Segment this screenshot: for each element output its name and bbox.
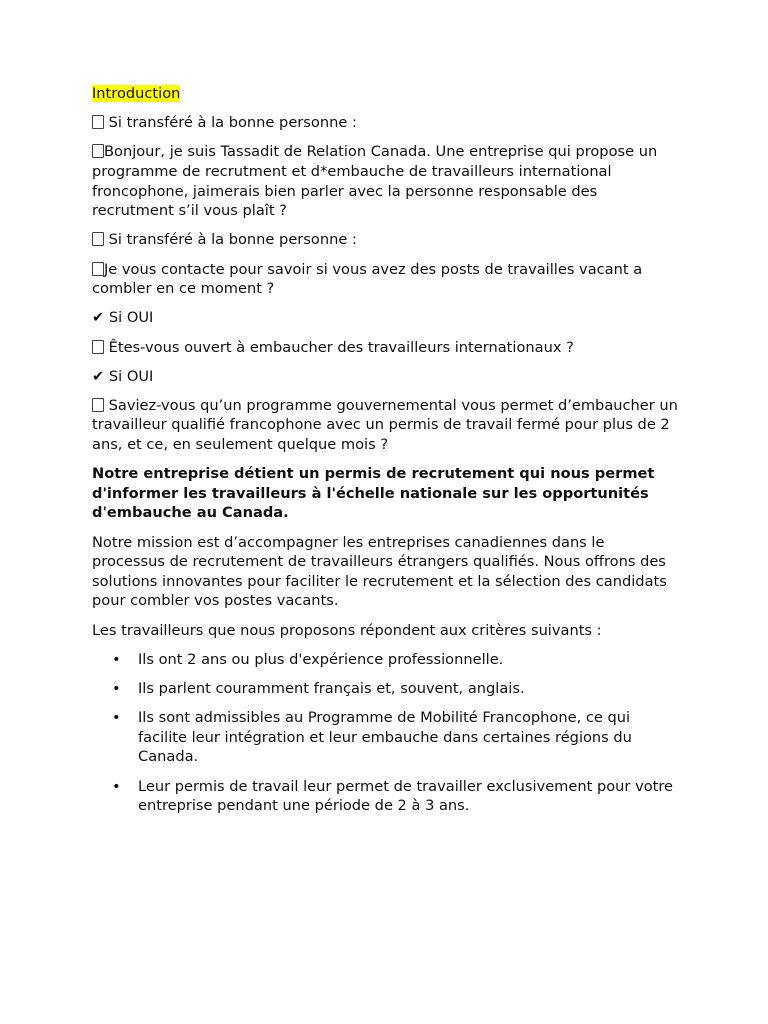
bold-paragraph: Notre entreprise détient un permis de recrutement qui nous permet d'informer les travailleurs à l'échelle nationale sur les opportunités d'embauche au Canada. — [92, 465, 655, 522]
missing-glyph-icon — [92, 340, 104, 354]
bullet-icon: • — [112, 777, 121, 795]
script-line — [92, 230, 682, 250]
introduction-heading: Introduction — [92, 85, 181, 102]
script-line-text: Si OUI — [104, 309, 154, 327]
missing-glyph-icon — [92, 398, 104, 412]
missing-glyph-icon — [92, 115, 104, 129]
script-line — [92, 113, 682, 133]
mission-paragraph: Notre mission est d’accompagner les entreprises canadiennes dans le processus de recrutement de travailleurs étrangers qualifiés. Nous offrons des solutions innovantes pour faciliter le recrutement et la sélection des candidats pour combler vos postes vacants. — [92, 533, 667, 610]
script-line-text: Si transféré à la bonne personne : — [104, 114, 357, 132]
check-icon: ✔ — [92, 367, 105, 385]
criteria-item-text: Ils ont 2 ans ou plus d'expérience professionnelle. — [138, 650, 504, 668]
criteria-item-text: Leur permis de travail leur permet de travailler exclusivement pour votre entreprise pendant une période de 2 à 3 ans. — [138, 777, 674, 815]
document-page — [92, 84, 682, 825]
script-line — [92, 367, 682, 387]
missing-glyph-icon — [92, 144, 104, 158]
missing-glyph-icon — [92, 262, 104, 276]
script-line-text: Je vous contacte pour savoir si vous avez des posts de travailles vacant a combler en ce moment ? — [92, 260, 643, 298]
criteria-item — [92, 708, 682, 767]
script-line-text: Si transféré à la bonne personne : — [104, 231, 357, 249]
check-icon: ✔ — [92, 309, 105, 327]
script-line — [92, 260, 682, 299]
criteria-item — [92, 777, 682, 816]
script-line — [92, 396, 682, 455]
script-line-text: Êtes-vous ouvert à embaucher des travailleurs internationaux ? — [104, 338, 574, 356]
script-line — [92, 308, 682, 328]
criteria-list — [92, 650, 682, 816]
missing-glyph-icon — [92, 232, 104, 246]
script-line-text: Bonjour, je suis Tassadit de Relation Canada. Une entreprise qui propose un programme de recrutment et d*embauche de travailleurs international froncophone, jaimerais bien parler avec la personne responsable des recrutment s’il vous plaît ? — [92, 143, 658, 220]
bullet-icon: • — [112, 709, 121, 727]
heading-paragraph — [92, 84, 682, 104]
script-line-text: Si OUI — [104, 367, 154, 385]
criteria-item — [92, 679, 682, 699]
bullet-icon: • — [112, 650, 121, 668]
script-line-text: Saviez-vous qu’un programme gouvernemental vous permet d’embaucher un travailleur qualifié francophone avec un permis de travail fermé pour plus de 2 ans, et ce, en seulement quelque mois ? — [92, 396, 678, 454]
criteria-item-text: Ils parlent couramment français et, souvent, anglais. — [138, 679, 525, 697]
criteria-item — [92, 650, 682, 670]
bullet-icon: • — [112, 679, 121, 697]
criteria-intro: Les travailleurs que nous proposons répondent aux critères suivants : — [92, 621, 602, 639]
criteria-item-text: Ils sont admissibles au Programme de Mobilité Francophone, ce qui facilite leur intégration et leur embauche dans certaines régions du Canada. — [138, 709, 632, 766]
script-line — [92, 338, 682, 358]
script-line — [92, 142, 682, 220]
